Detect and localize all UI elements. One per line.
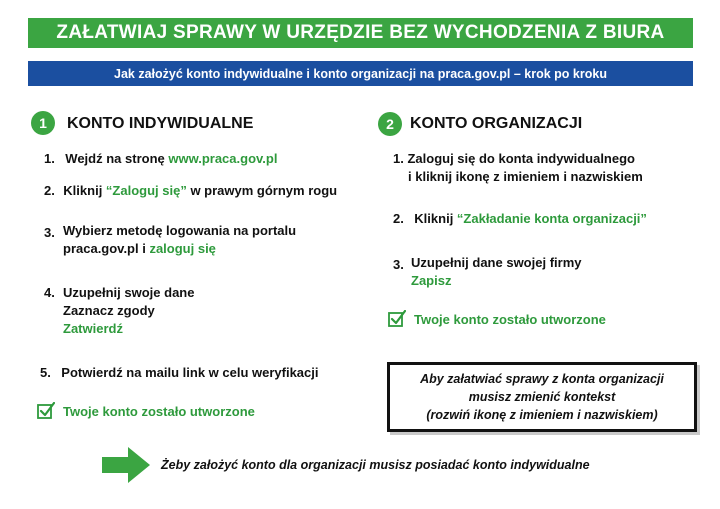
individual-step-4: 4. Uzupełnij swoje dane Zaznacz zgody Zatwierdź: [44, 284, 364, 338]
individual-section-title: KONTO INDYWIDUALNE: [67, 115, 254, 132]
organization-step-2: 2. Kliknij “Zakładanie konta organizacji”: [393, 211, 647, 226]
zapisz-text: Zapisz: [411, 273, 452, 288]
individual-step-5: 5. Potwierdź na mailu link w celu weryfikacji: [40, 365, 319, 380]
organization-step-1: 1. Zaloguj się do konta indywidualnego i kliknij ikonę z imieniem i nazwiskiem: [393, 151, 643, 184]
checkbox-check-icon: [388, 310, 406, 328]
organization-done: Twoje konto zostało utworzone: [388, 310, 606, 328]
zatwierdz-text: Zatwierdź: [63, 321, 123, 336]
individual-step-2: 2. Kliknij “Zaloguj się” w prawym górnym rogu: [44, 183, 338, 198]
footer-note: Żeby założyć konto dla organizacji musisz posiadać konto indywidualne: [161, 458, 590, 472]
praca-gov-link[interactable]: www.praca.gov.pl: [168, 151, 278, 166]
individual-done: Twoje konto zostało utworzone: [37, 402, 255, 420]
section-2-badge: 2: [378, 112, 402, 136]
section-1-badge: 1: [31, 111, 55, 135]
zaloguj-sie-text: zaloguj się: [149, 241, 216, 256]
note-line-1: Aby załatwiać sprawy z konta organizacji: [420, 372, 664, 386]
main-title: ZAŁATWIAJ SPRAWY W URZĘDZIE BEZ WYCHODZENIA Z BIURA: [56, 22, 665, 43]
subtitle-banner: [28, 61, 693, 86]
individual-step-1: 1. Wejdź na stronę www.praca.gov.pl: [44, 151, 278, 166]
zakladanie-konta-text: “Zakładanie konta organizacji”: [456, 211, 647, 226]
arrow-right-icon: [102, 447, 150, 483]
note-line-3: (rozwiń ikonę z imieniem i nazwiskiem): [426, 408, 658, 422]
subtitle: Jak założyć konto indywidualne i konto organizacji na praca.gov.pl – krok po kroku: [114, 66, 607, 81]
zaloguj-link: “Zaloguj się”: [105, 183, 187, 198]
checkbox-check-icon: [37, 402, 55, 420]
organization-step-3: 3. Uzupełnij dane swojej firmy Zapisz: [393, 254, 703, 290]
organization-section-title: KONTO ORGANIZACJI: [410, 115, 583, 132]
note-line-2: musisz zmienić kontekst: [468, 390, 616, 404]
individual-step-3: 3. Wybierz metodę logowania na portalu praca.gov.pl i zaloguj się: [44, 223, 297, 256]
context-note-box: [387, 362, 697, 432]
main-title-banner: [28, 18, 693, 48]
